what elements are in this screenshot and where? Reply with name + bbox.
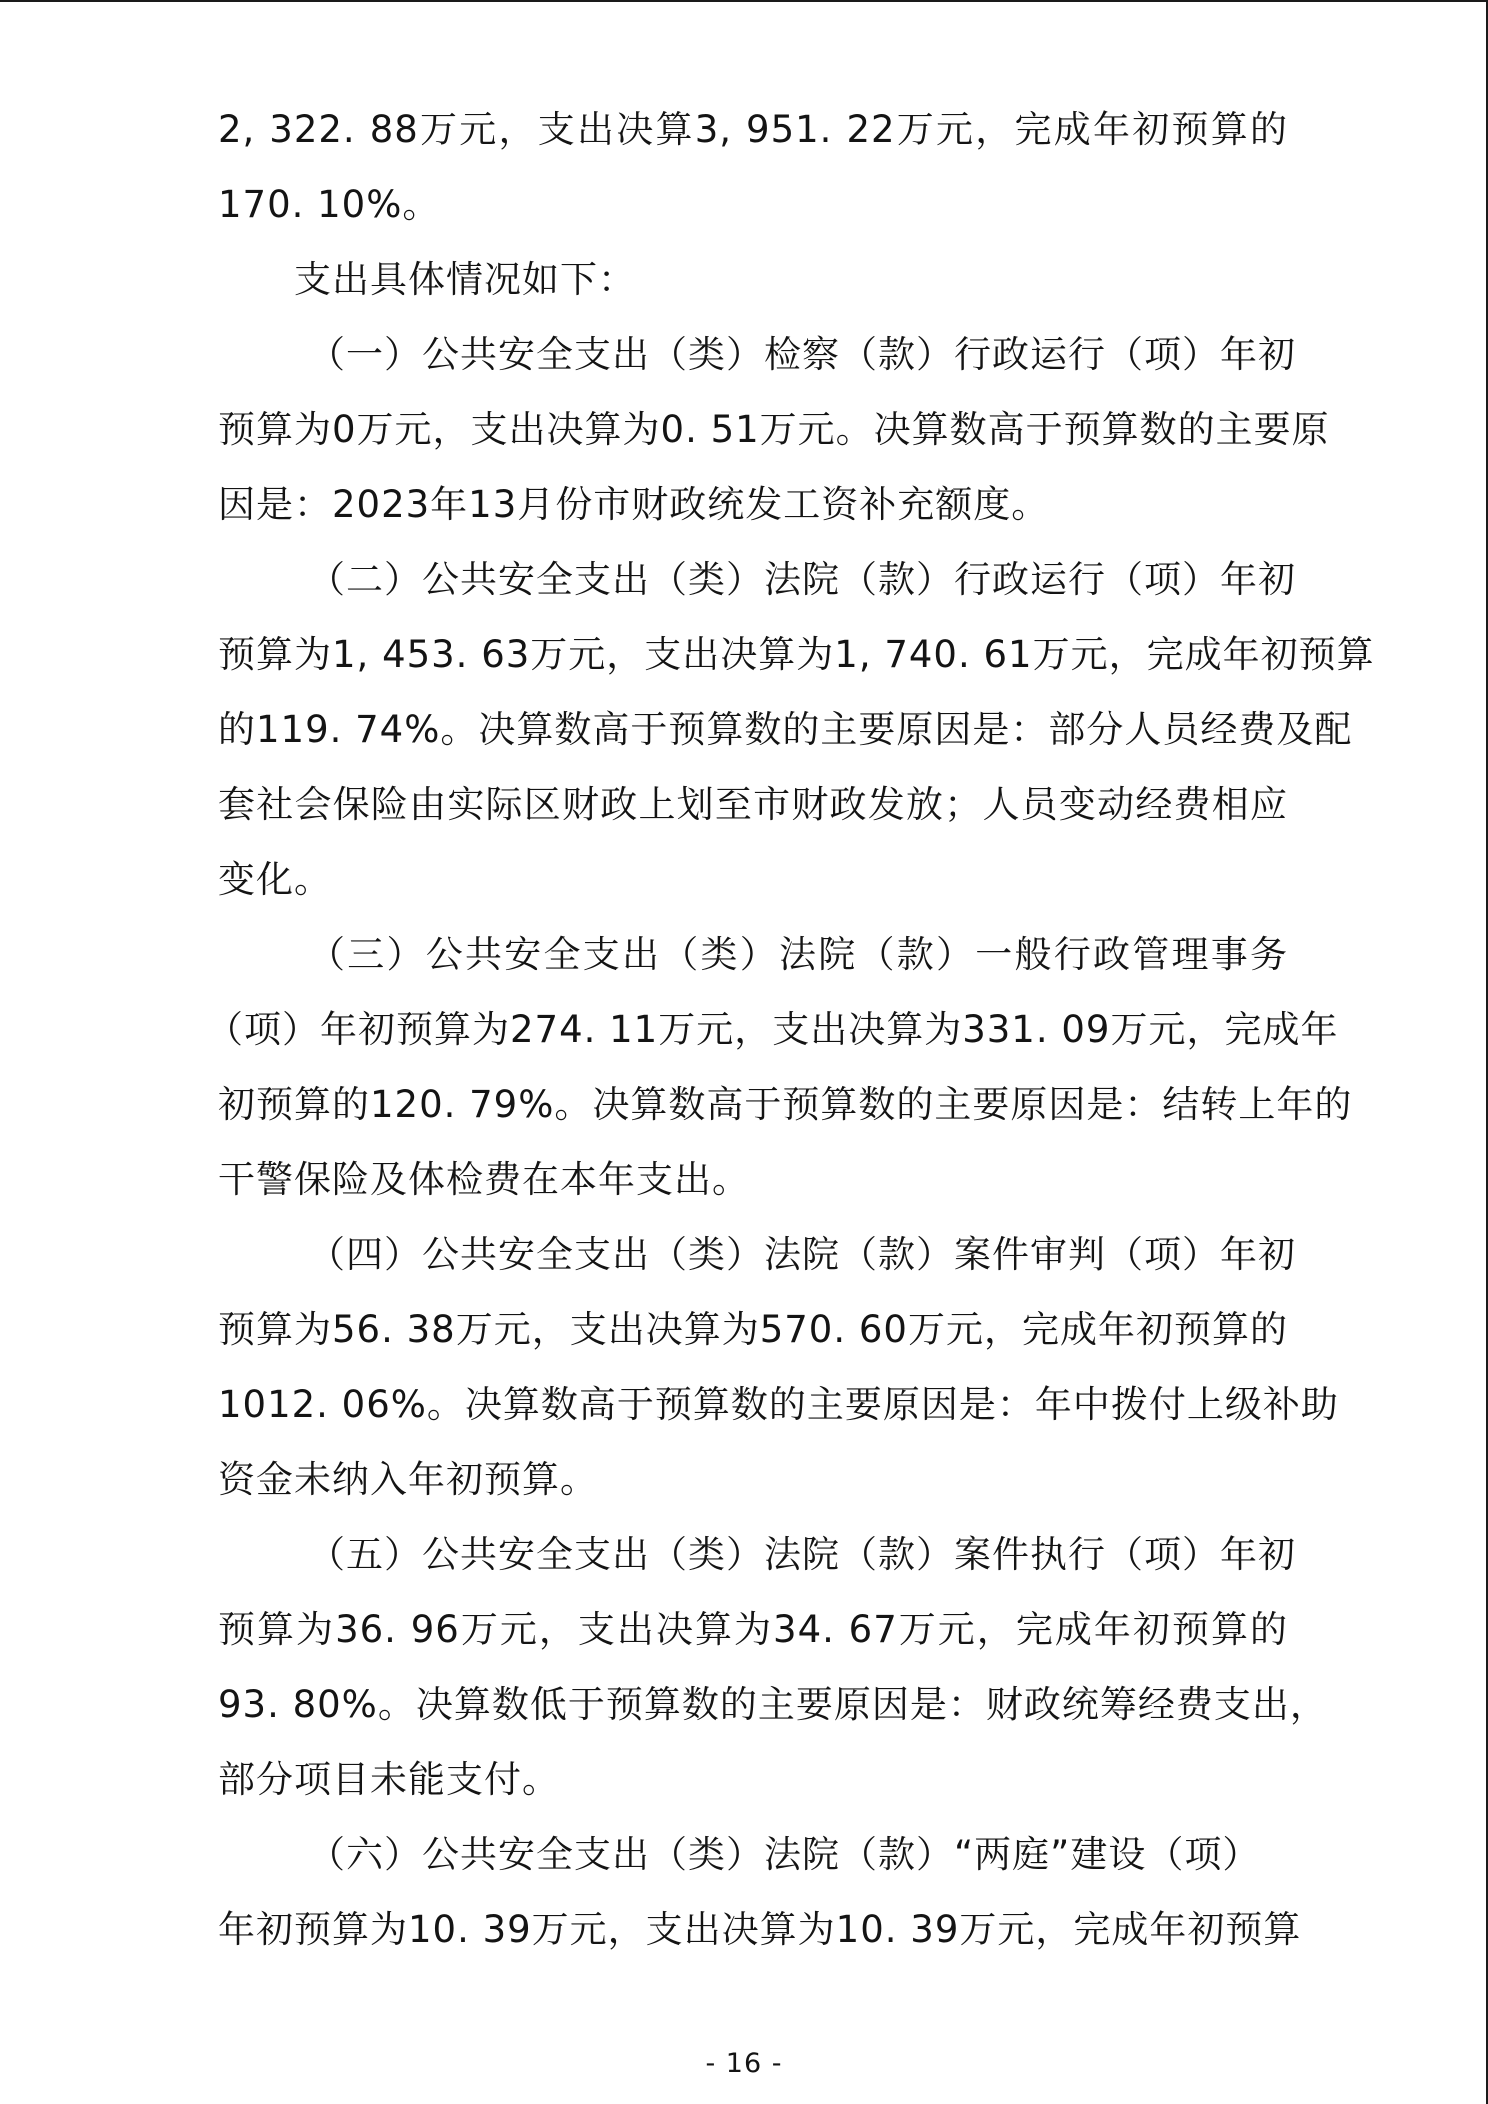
section-heading-1: （一）公共安全支出（类）检察（款）行政运行（项）年初 (308, 333, 1296, 376)
text-line: 套社会保险由实际区财政上划至市财政发放；人员变动经费相应 (218, 783, 1288, 826)
page-top-border (0, 0, 1488, 2)
page-number: - 16 - (705, 2048, 783, 2079)
text-line: 1012. 06%。决算数高于预算数的主要原因是：年中拨付上级补助 (218, 1383, 1339, 1426)
text-line: 170. 10%。 (218, 183, 441, 226)
document-body (206, 92, 1375, 1967)
text-line: 干警保险及体检费在本年支出。 (218, 1158, 750, 1201)
text-line: 预算为1, 453. 63万元，支出决算为1, 740. 61万元，完成年初预算 (218, 633, 1375, 676)
section-heading-5: （五）公共安全支出（类）法院（款）案件执行（项）年初 (308, 1533, 1296, 1576)
text-line: 93. 80%。决算数低于预算数的主要原因是：财政统筹经费支出， (218, 1683, 1328, 1726)
text-line: 部分项目未能支付。 (218, 1758, 560, 1801)
text-line: 预算为0万元，支出决算为0. 51万元。决算数高于预算数的主要原 (218, 408, 1330, 451)
text-line: 年初预算为10. 39万元，支出决算为10. 39万元，完成年初预算 (218, 1908, 1302, 1951)
text-line: （项）年初预算为274. 11万元，支出决算为331. 09万元，完成年 (206, 1008, 1339, 1051)
section-heading-6: （六）公共安全支出（类）法院（款）“两庭”建设（项） (308, 1833, 1261, 1876)
section-intro: 支出具体情况如下： (294, 258, 636, 301)
section-heading-3: （三）公共安全支出（类）法院（款）一般行政管理事务 (308, 933, 1288, 976)
text-line: 2, 322. 88万元，支出决算3, 951. 22万元，完成年初预算的 (218, 108, 1288, 151)
text-line: 初预算的120. 79%。决算数高于预算数的主要原因是：结转上年的 (218, 1083, 1353, 1126)
text-line: 预算为36. 96万元，支出决算为34. 67万元，完成年初预算的 (218, 1608, 1288, 1651)
text-line: 变化。 (218, 858, 332, 901)
text-line: 资金未纳入年初预算。 (218, 1458, 598, 1501)
section-heading-4: （四）公共安全支出（类）法院（款）案件审判（项）年初 (308, 1233, 1296, 1276)
text-line: 因是：2023年13月份市财政统发工资补充额度。 (218, 483, 1050, 526)
text-line: 的119. 74%。决算数高于预算数的主要原因是：部分人员经费及配 (218, 708, 1353, 751)
text-line: 预算为56. 38万元，支出决算为570. 60万元，完成年初预算的 (218, 1308, 1288, 1351)
section-heading-2: （二）公共安全支出（类）法院（款）行政运行（项）年初 (308, 558, 1296, 601)
